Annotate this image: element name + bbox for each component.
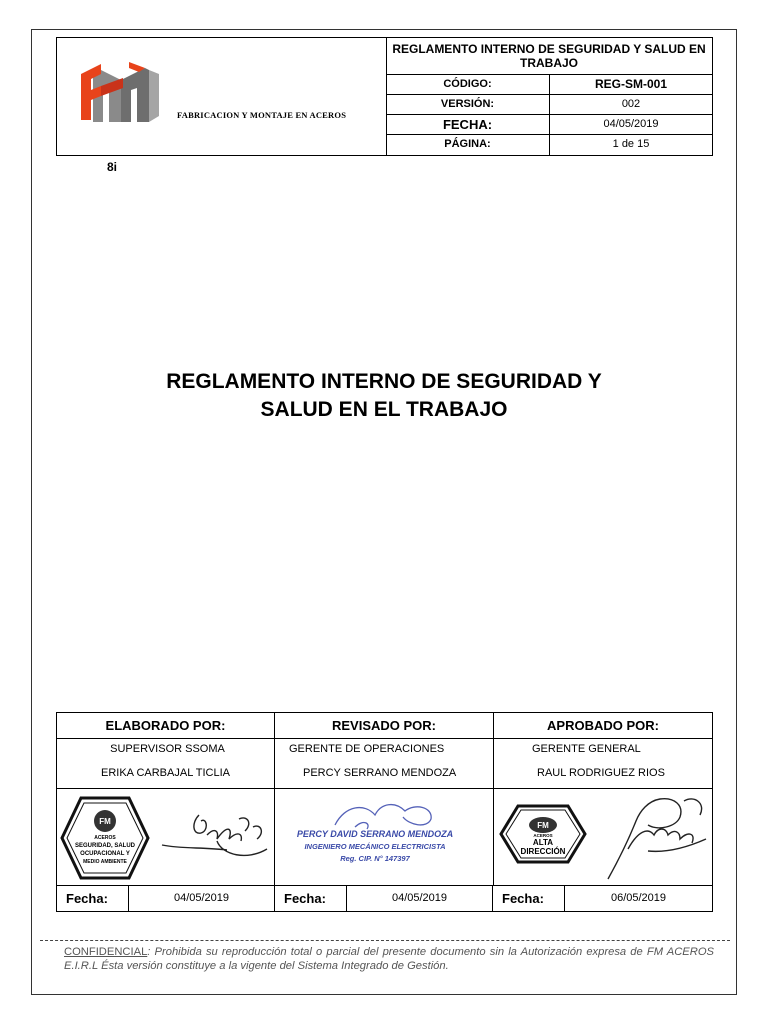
header-row: [386, 95, 712, 115]
company-name: FABRICACION Y MONTAJE EN ACEROS: [177, 110, 347, 120]
header-row-label: CÓDIGO:: [386, 75, 550, 94]
role-text: GERENTE GENERAL: [532, 743, 641, 755]
stamp-text: FM: [537, 821, 549, 830]
confidential-footer: [64, 945, 714, 973]
revisado-cell: [275, 739, 494, 788]
header-row-label: PÁGINA:: [386, 135, 550, 155]
approvals-names-row: [56, 739, 713, 789]
header-doc-title: REGLAMENTO INTERNO DE SEGURIDAD Y SALUD EN TRABAJO: [386, 38, 712, 75]
company-logo-icon: [79, 60, 163, 126]
header-revisado: REVISADO POR:: [275, 713, 494, 738]
stamp-text: SEGURIDAD, SALUD: [74, 843, 136, 849]
header-row: [386, 135, 712, 155]
confidential-label: CONFIDENCIAL: [64, 946, 148, 958]
stamp-text: ALTA: [532, 838, 554, 847]
header-row: [386, 115, 712, 135]
date-value: 06/05/2019: [610, 892, 667, 904]
engineer-stamp-icon: [296, 797, 454, 881]
document-header: [56, 37, 713, 156]
header-elaborado: ELABORADO POR:: [57, 713, 275, 738]
stamp-text: PERCY DAVID SERRANO MENDOZA: [296, 829, 454, 839]
stamp-text: ACEROS: [94, 835, 116, 841]
signature-icon: [588, 791, 712, 883]
approvals-date-row: [56, 885, 713, 912]
header-row-label: FECHA:: [386, 115, 550, 134]
role-text: SUPERVISOR SSOMA: [110, 743, 225, 755]
stamp-text: OCUPACIONAL Y: [80, 851, 130, 857]
header-aprobado: APROBADO POR:: [547, 718, 659, 733]
person-name: RAUL RODRIGUEZ RIOS: [537, 767, 665, 779]
main-title-line: REGLAMENTO INTERNO DE SEGURIDAD Y: [166, 370, 602, 393]
signature-cell-3: [494, 789, 712, 885]
approvals-signature-row: [56, 789, 713, 885]
footer-divider: [40, 940, 730, 941]
elaborado-cell: [57, 739, 275, 788]
stamp-text: Reg. CIP. N° 147397: [340, 854, 410, 863]
date-label: Fecha:: [275, 886, 347, 911]
svg-text:FM: FM: [99, 817, 111, 826]
stamp-text: DIRECCIÓN: [520, 847, 566, 856]
date-label: Fecha:: [493, 886, 565, 911]
header-row: [386, 75, 712, 95]
header-info-table: [386, 38, 712, 155]
stamp-text: ACEROS: [533, 833, 553, 838]
signature-cell-2: [275, 789, 494, 885]
date-label: Fecha:: [57, 886, 129, 911]
safety-stamp-icon: [59, 795, 151, 881]
approvals-header-row: [56, 712, 713, 739]
main-title: [100, 368, 668, 424]
aprobado-cell: [494, 739, 712, 788]
header-row-label: VERSIÓN:: [386, 95, 550, 114]
approvals-table: [56, 712, 713, 912]
header-row-value: 1 de 15: [612, 138, 650, 150]
date-value: 04/05/2019: [129, 886, 275, 911]
date-value: 04/05/2019: [347, 886, 493, 911]
logo-cell: [57, 38, 387, 155]
page-mark: 8i: [107, 160, 118, 174]
stamp-text: INGENIERO MECÁNICO ELECTRICISTA: [304, 842, 446, 851]
header-row-value: 04/05/2019: [603, 118, 659, 130]
header-row-value: 002: [621, 98, 641, 110]
person-name: PERCY SERRANO MENDOZA: [303, 767, 457, 779]
header-row-value: REG-SM-001: [594, 77, 668, 91]
stamp-text: MEDIO AMBIENTE: [83, 859, 127, 865]
signature-cell-1: [57, 789, 275, 885]
main-title-line: SALUD EN EL TRABAJO: [260, 398, 508, 421]
direction-stamp-icon: [498, 803, 588, 865]
person-name: ERIKA CARBAJAL TICLIA: [101, 767, 230, 779]
confidential-text: : Prohibida su reproducción total o parcial del presente documento sin la Autorización expresa de FM ACEROS E.I.R.L Ésta versión constituye a la vigente del Sistema Integrado de Gestión.: [64, 946, 714, 972]
role-text: GERENTE DE OPERACIONES: [289, 743, 445, 755]
signature-icon: [157, 805, 272, 871]
